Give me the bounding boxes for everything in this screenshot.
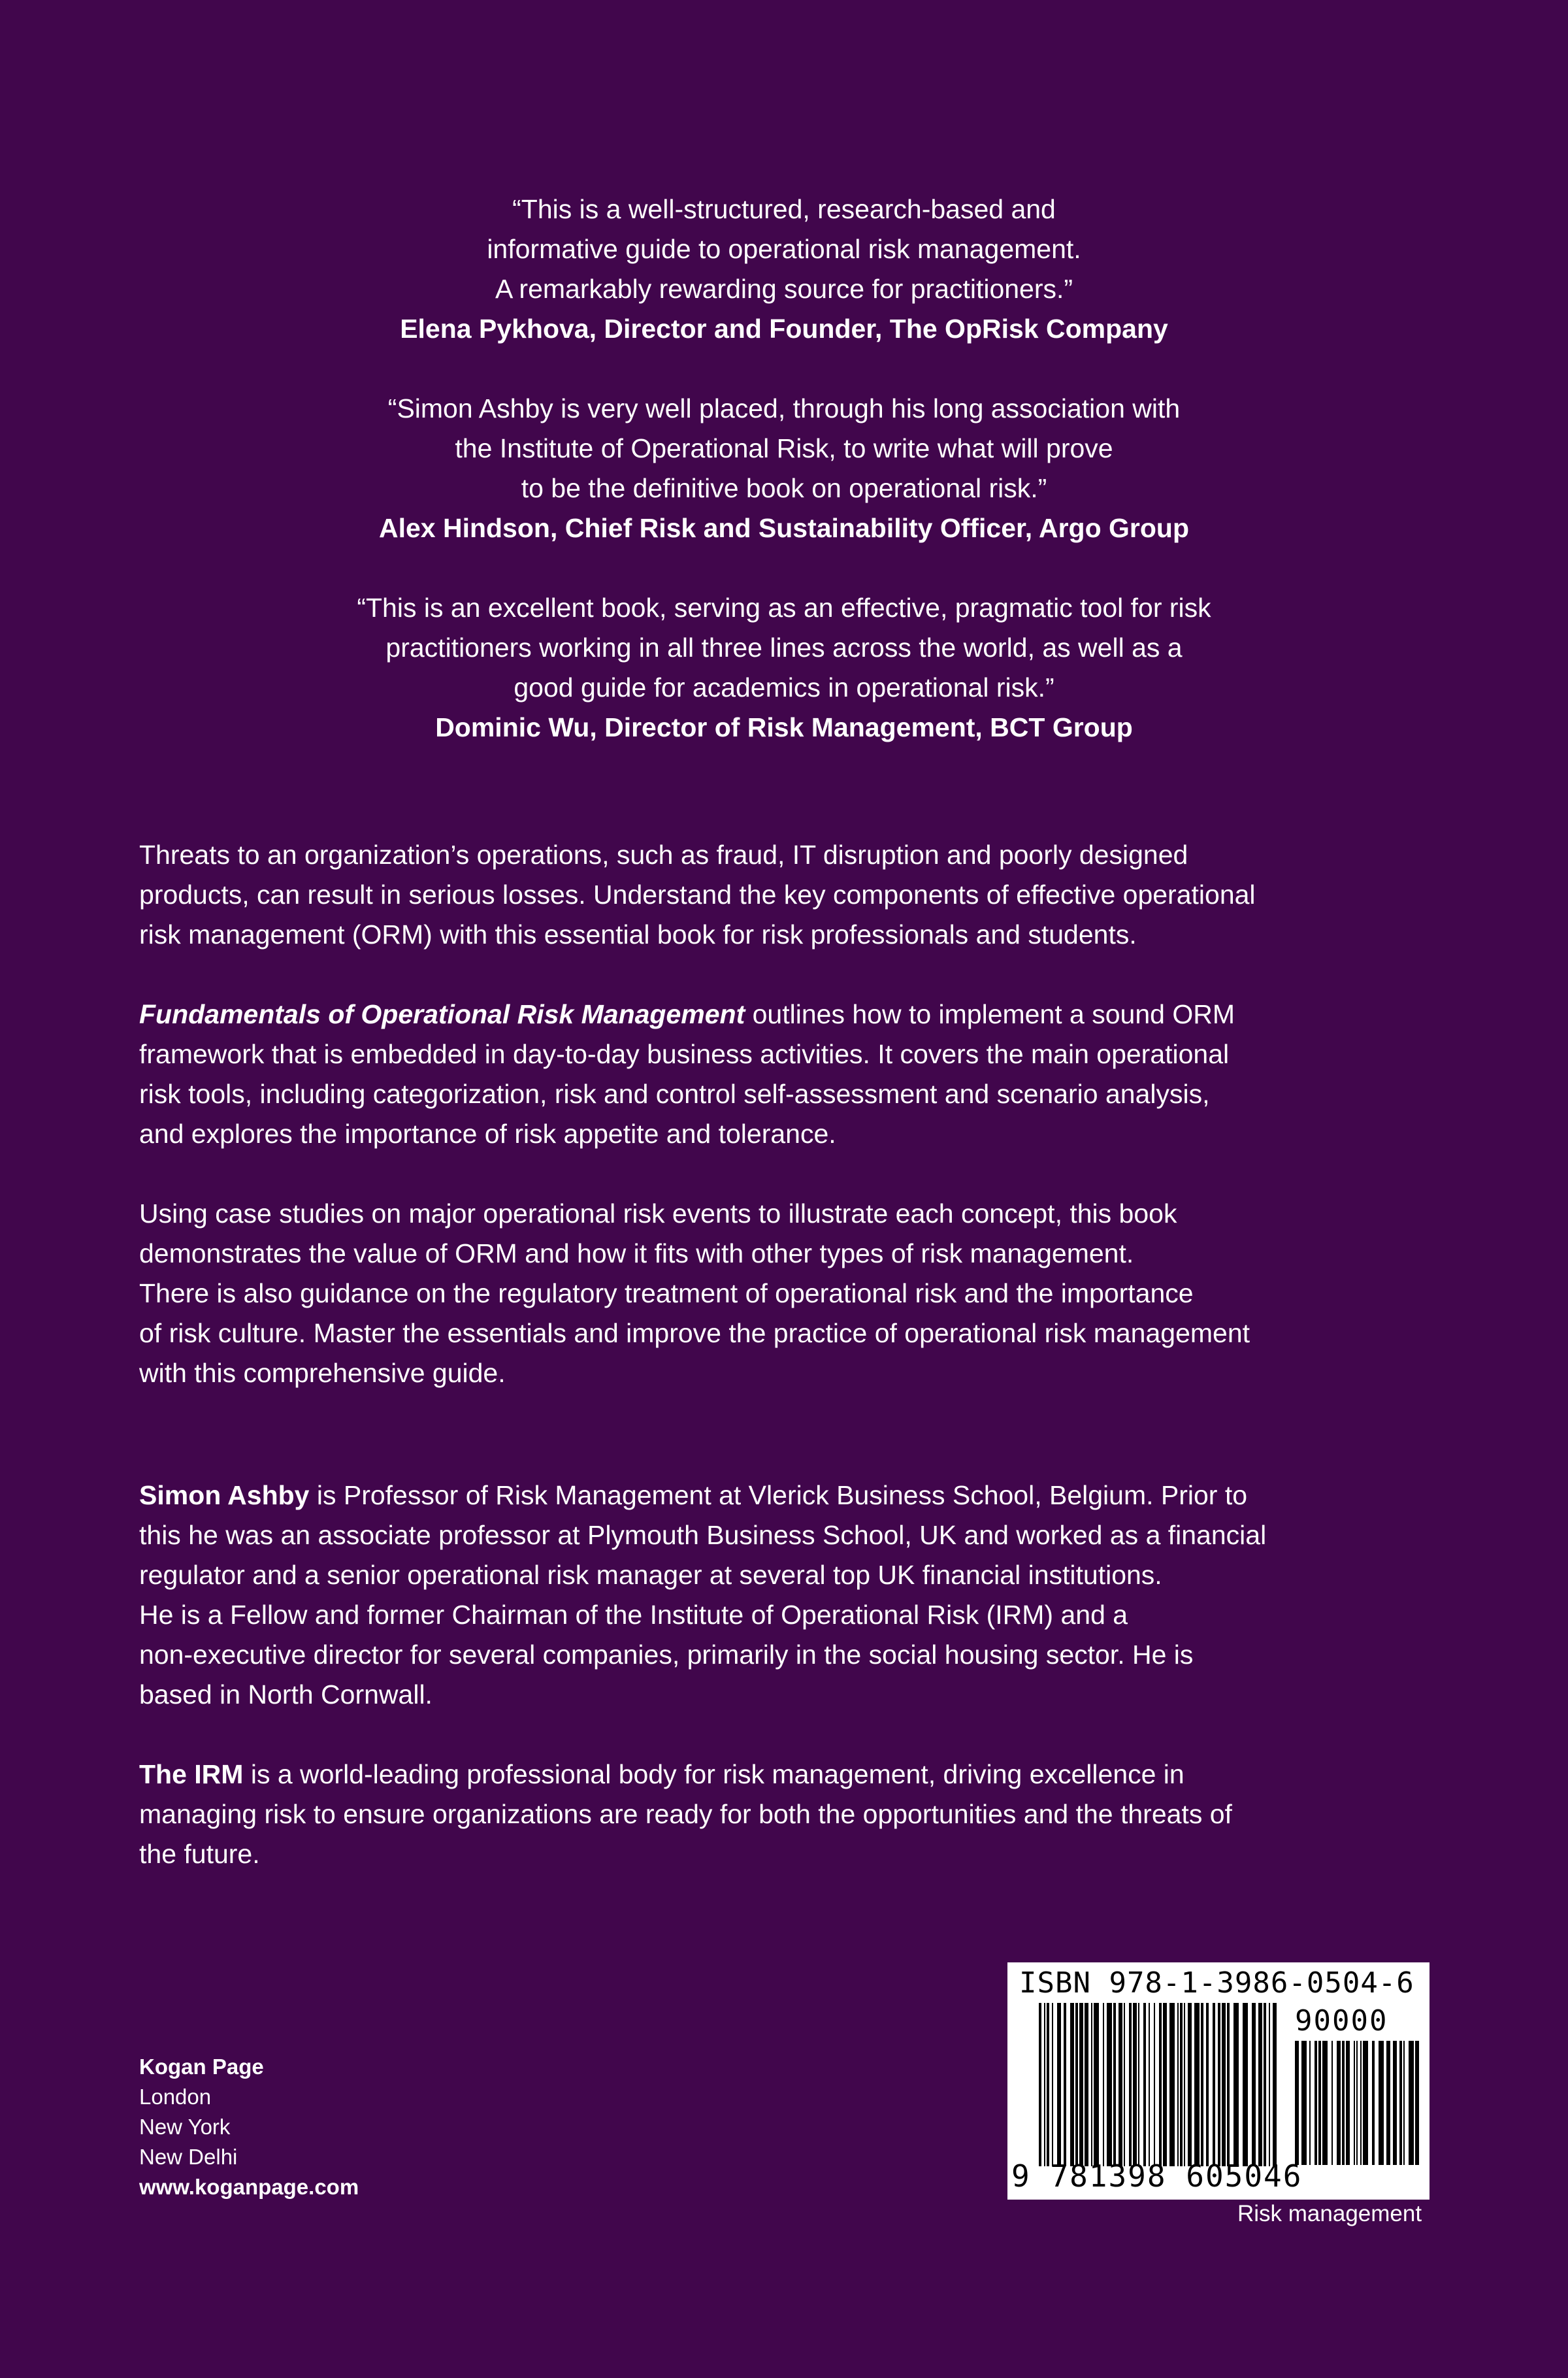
endorsement-2 <box>0 389 1568 548</box>
barcode-bar <box>1138 2003 1139 2166</box>
barcode-bar <box>1415 2041 1419 2165</box>
text-line: of risk culture. Master the essentials and improve the practice of operational risk management <box>139 1318 1250 1348</box>
text-line: based in North Cornwall. <box>139 1679 433 1709</box>
barcode-bar <box>1107 2003 1112 2166</box>
barcode-bar <box>1252 2003 1256 2166</box>
text-line: non-executive director for several companies, primarily in the social housing sector. He is <box>139 1640 1194 1670</box>
quote-line: the Institute of Operational Risk, to write what will prove <box>455 433 1113 463</box>
description-paragraph-1 <box>139 835 1446 955</box>
barcode-bar <box>1103 2003 1104 2166</box>
barcode-bar <box>1180 2003 1183 2166</box>
barcode-bar <box>1057 2003 1061 2166</box>
quote-line: informative guide to operational risk management. <box>487 234 1081 264</box>
text-fragment: is Professor of Risk Management at Vlerick Business School, Belgium. Prior to <box>309 1480 1248 1510</box>
barcode-bar <box>1331 2041 1333 2165</box>
barcode-bar <box>1064 2003 1066 2166</box>
isbn-label: ISBN 978-1-3986-0504-6 <box>1019 1966 1414 2000</box>
barcode-bar <box>1163 2003 1167 2166</box>
endorsement-1 <box>0 190 1568 349</box>
text-line: this he was an associate professor at Plymouth Business School, UK and worked as a financial <box>139 1520 1267 1550</box>
text-line: risk tools, including categorization, risk and control self-assessment and scenario analysis, <box>139 1079 1210 1109</box>
barcode-bar <box>1194 2003 1200 2166</box>
barcode-bar <box>1047 2003 1049 2166</box>
quote-line: “This is a well-structured, research-based and <box>512 194 1056 224</box>
barcode-bar <box>1129 2003 1132 2166</box>
barcode-bar <box>1070 2003 1074 2166</box>
barcode-bar <box>1354 2041 1355 2165</box>
author-bio <box>139 1476 1446 1715</box>
text-line: with this comprehensive guide. <box>139 1358 506 1388</box>
barcode-bar <box>1346 2041 1350 2165</box>
quote-attribution: Elena Pykhova, Director and Founder, The OpRisk Company <box>400 314 1168 344</box>
barcode-bar <box>1206 2003 1209 2166</box>
barcode-bar <box>1184 2003 1185 2166</box>
price-addon-label: 90000 <box>1295 2004 1388 2038</box>
text-line: the future. <box>139 1839 260 1869</box>
quote-attribution: Alex Hindson, Chief Risk and Sustainability Officer, Argo Group <box>378 513 1190 543</box>
text-line <box>139 1755 1446 1794</box>
barcode-bar <box>1213 2003 1215 2166</box>
barcode-bar <box>1258 2003 1262 2166</box>
text-line: and explores the importance of risk appetite and tolerance. <box>139 1119 836 1149</box>
barcode-bar <box>1264 2003 1266 2166</box>
irm-name: The IRM <box>139 1759 244 1789</box>
barcode-bar <box>1133 2003 1137 2166</box>
addon-barcode-bars <box>1295 2041 1419 2165</box>
barcode-bar <box>1342 2041 1345 2165</box>
barcode-bar <box>1124 2003 1125 2166</box>
description-paragraph-2 <box>139 995 1446 1154</box>
barcode-bar <box>1301 2041 1307 2165</box>
barcode-bar <box>1044 2003 1045 2166</box>
barcode-bar <box>1273 2003 1277 2166</box>
publisher-city: New Delhi <box>139 2145 238 2169</box>
barcode-bar <box>1052 2003 1053 2166</box>
barcode-bar <box>1233 2003 1239 2166</box>
barcode-bar <box>1227 2003 1230 2166</box>
barcode-bar <box>1177 2003 1179 2166</box>
barcode-bar <box>1119 2003 1122 2166</box>
text-line: There is also guidance on the regulatory treatment of operational risk and the importance <box>139 1278 1194 1308</box>
about-section <box>139 1476 1446 1914</box>
barcode-bar <box>1169 2003 1175 2166</box>
barcode-bar <box>1356 2041 1358 2165</box>
quote-line: good guide for academics in operational risk.” <box>514 672 1054 702</box>
text-fragment: outlines how to implement a sound ORM <box>745 999 1235 1029</box>
text-line: demonstrates the value of ORM and how it fits with other types of risk management. <box>139 1238 1134 1268</box>
text-line: managing risk to ensure organizations are ready for both the opportunities and the threats of <box>139 1799 1232 1829</box>
quote-line: “This is an excellent book, serving as an effective, pragmatic tool for risk <box>357 593 1211 623</box>
barcode-bars <box>1039 2003 1281 2166</box>
text-line: products, can result in serious losses. Understand the key components of effective operational <box>139 880 1256 910</box>
text-line: risk management (ORM) with this essential book for risk professionals and students. <box>139 919 1137 950</box>
quote-line: practitioners working in all three lines across the world, as well as a <box>385 633 1183 663</box>
text-line: framework that is embedded in day-to-day business activities. It covers the main operational <box>139 1039 1230 1069</box>
barcode-bar <box>1159 2003 1162 2166</box>
barcode-bar <box>1113 2003 1116 2166</box>
text-line: regulator and a senior operational risk manager at several top UK financial institutions. <box>139 1560 1162 1590</box>
isbn-barcode <box>1007 1962 1429 2200</box>
book-title: Fundamentals of Operational Risk Management <box>139 999 745 1029</box>
barcode-bar <box>1363 2041 1368 2165</box>
text-line: Threats to an organization’s operations, such as fraud, IT disruption and poorly designed <box>139 840 1188 870</box>
barcode-bar <box>1039 2003 1041 2166</box>
barcode-bar <box>1322 2041 1328 2165</box>
barcode-bar <box>1337 2041 1341 2165</box>
endorsements <box>0 190 1568 787</box>
text-line <box>139 1476 1446 1515</box>
barcode-bar <box>1222 2003 1226 2166</box>
barcode-bar <box>1309 2041 1311 2165</box>
barcode-bar <box>1094 2003 1099 2166</box>
barcode-bar <box>1409 2041 1414 2165</box>
category-label: Risk management <box>1237 2201 1422 2226</box>
text-line: He is a Fellow and former Chairman of the Institute of Operational Risk (IRM) and a <box>139 1600 1128 1630</box>
quote-line: “Simon Ashby is very well placed, through his long association with <box>387 393 1181 423</box>
text-line: Using case studies on major operational risk events to illustrate each concept, this book <box>139 1198 1177 1229</box>
publisher-city: London <box>139 2085 212 2109</box>
barcode-bar <box>1201 2003 1203 2166</box>
barcode-bar <box>1243 2003 1248 2166</box>
barcode-bar <box>1091 2003 1092 2166</box>
quote-line: to be the definitive book on operational risk.” <box>521 473 1047 503</box>
barcode-bar <box>1372 2041 1375 2165</box>
publisher-name: Kogan Page <box>139 2055 264 2079</box>
barcode-bar <box>1218 2003 1220 2166</box>
quote-attribution: Dominic Wu, Director of Risk Management, BCT Group <box>435 712 1133 742</box>
barcode-bar <box>1315 2041 1317 2165</box>
barcode-bar <box>1079 2003 1083 2166</box>
publisher-website: www.koganpage.com <box>139 2175 359 2199</box>
quote-line: A remarkably rewarding source for practitioners.” <box>495 274 1073 304</box>
barcode-bar <box>1085 2003 1088 2166</box>
barcode-bar <box>1386 2041 1390 2165</box>
text-line <box>139 995 1446 1034</box>
irm-description <box>139 1755 1446 1874</box>
endorsement-3 <box>0 588 1568 748</box>
barcode-digits: 9 781398 605046 <box>1011 2158 1303 2194</box>
text-fragment: is a world-leading professional body for risk management, driving excellence in <box>243 1759 1184 1789</box>
barcode-bar <box>1075 2003 1078 2166</box>
description-paragraph-3 <box>139 1194 1446 1393</box>
book-description <box>139 835 1446 1433</box>
barcode-bar <box>1295 2041 1299 2165</box>
barcode-bar <box>1318 2041 1321 2165</box>
publisher-city: New York <box>139 2115 231 2139</box>
publisher-block <box>139 2052 359 2202</box>
barcode-bar <box>1149 2003 1150 2166</box>
barcode-bar <box>1399 2041 1402 2165</box>
barcode-bar <box>1393 2041 1397 2165</box>
author-name: Simon Ashby <box>139 1480 310 1510</box>
barcode-bar <box>1403 2041 1405 2165</box>
barcode-bar <box>1269 2003 1270 2166</box>
barcode-bar <box>1360 2041 1362 2165</box>
barcode-bar <box>1143 2003 1146 2166</box>
barcode-bar <box>1154 2003 1155 2166</box>
barcode-bar <box>1379 2041 1384 2165</box>
barcode-bar <box>1188 2003 1192 2166</box>
